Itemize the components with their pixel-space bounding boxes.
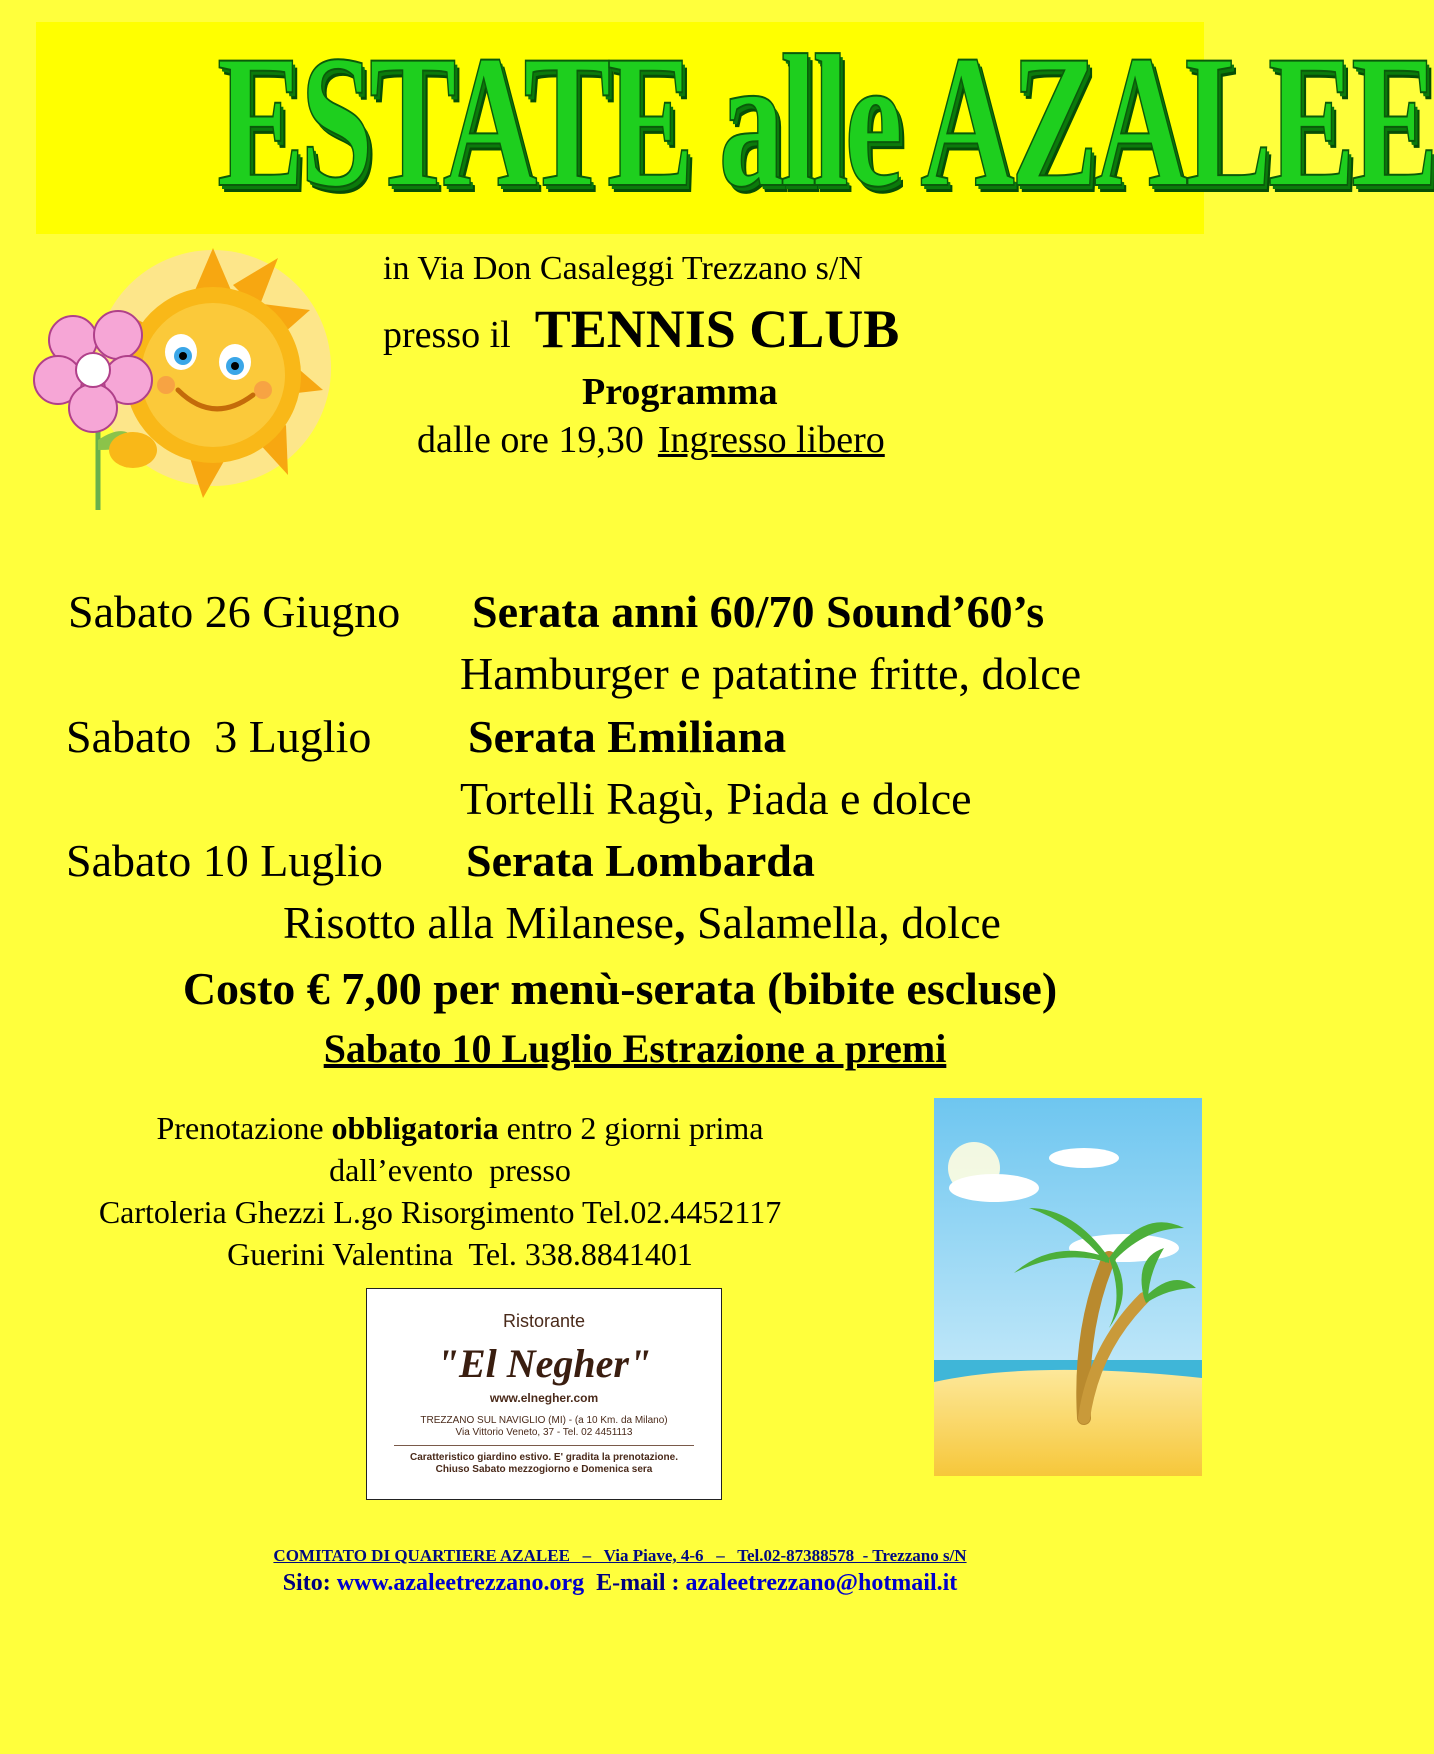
restaurant-ad: [366, 1288, 722, 1500]
event-menu: Tortelli Ragù, Piada e dolce: [460, 773, 972, 824]
site-label: Sito:: [282, 1570, 337, 1596]
start-time: dalle ore 19,30: [417, 419, 644, 461]
event-title: Serata Lombarda: [466, 835, 815, 886]
event-title: Serata Emiliana: [468, 711, 787, 762]
booking-text: Prenotazione: [156, 1110, 332, 1146]
ad-address-1: TREZZANO SUL NAVIGLIO (MI) - (a 10 Km. da Milano): [420, 1415, 668, 1426]
event-menu: Hamburger e patatine fritte, dolce: [460, 648, 1082, 699]
venue-name: TENNIS CLUB: [534, 299, 900, 359]
booking-line-3: Cartoleria Ghezzi L.go Risorgimento Tel.02.4452117: [98, 1194, 782, 1230]
event-date: Sabato 10 Luglio: [66, 835, 383, 886]
palm-tree-beach-icon: [934, 1098, 1202, 1476]
free-entry: Ingresso libero: [657, 419, 885, 461]
ad-address-2: Via Vittorio Veneto, 37 - Tel. 02 4451113: [455, 1427, 633, 1438]
ad-note-2: Chiuso Sabato mezzogiorno e Domenica sera: [435, 1464, 653, 1475]
committee-text: COMITATO DI QUARTIERE AZALEE – Via Piave, 4-6 – Tel.02-87388578 - Trezzano s/N: [273, 1546, 967, 1565]
address-line: in Via Don Casaleggi Trezzano s/N: [383, 250, 863, 287]
event-row-2: [0, 710, 1240, 766]
beach-illustration: [934, 1098, 1202, 1476]
sun-icon: [18, 240, 328, 520]
event-menu-1: [0, 647, 1240, 703]
event-date: Sabato 26 Giugno: [68, 586, 401, 637]
booking-line-4: Guerini Valentina Tel. 338.8841401: [227, 1236, 693, 1272]
committee-line: [0, 1546, 1240, 1566]
email-link[interactable]: azaleetrezzano@hotmail.it: [685, 1570, 958, 1596]
booking-line-1: [40, 1110, 880, 1147]
event-menu: [283, 896, 1001, 949]
ad-website: www.elnegher.com: [489, 1391, 599, 1405]
event-menu-2: [0, 772, 1240, 828]
time-line: [417, 418, 1097, 462]
ad-kicker: Ristorante: [502, 1311, 586, 1331]
event-row-1: [0, 585, 1240, 641]
booking-text: entro 2 giorni prima: [498, 1110, 764, 1146]
poster-title: ESTATE alle AZALEE: [217, 17, 1434, 227]
booking-mandatory: obbligatoria: [331, 1110, 499, 1146]
event-date: Sabato 3 Luglio: [66, 711, 372, 762]
prize-draw-line: Sabato 10 Luglio Estrazione a premi: [323, 1026, 947, 1071]
menu-part-a: Risotto alla Milanese: [283, 897, 674, 948]
booking-line-2: dall’evento presso: [329, 1152, 571, 1188]
venue-line: [383, 298, 1063, 360]
event-row-3: [0, 834, 1240, 890]
event-title: Serata anni 60/70 Sound’60’s: [472, 586, 1045, 637]
menu-separator: ,: [673, 897, 686, 948]
menu-part-b: Salamella, dolce: [685, 897, 1001, 948]
site-link[interactable]: www.azaleetrezzano.org: [336, 1570, 585, 1596]
event-menu-3: [0, 896, 1240, 952]
ad-restaurant-name: "El Negher": [436, 1341, 652, 1386]
contact-line: [0, 1570, 1240, 1597]
programma-heading: Programma: [582, 371, 778, 413]
sun-illustration: [18, 240, 328, 520]
ad-divider: [394, 1445, 694, 1446]
ad-note-1: Caratteristico giardino estivo. E' gradita la prenotazione.: [410, 1452, 678, 1463]
email-label: E-mail :: [584, 1570, 686, 1596]
venue-prefix: presso il: [383, 314, 511, 356]
price-line: Costo € 7,00 per menù-serata (bibite escluse): [182, 963, 1058, 1014]
